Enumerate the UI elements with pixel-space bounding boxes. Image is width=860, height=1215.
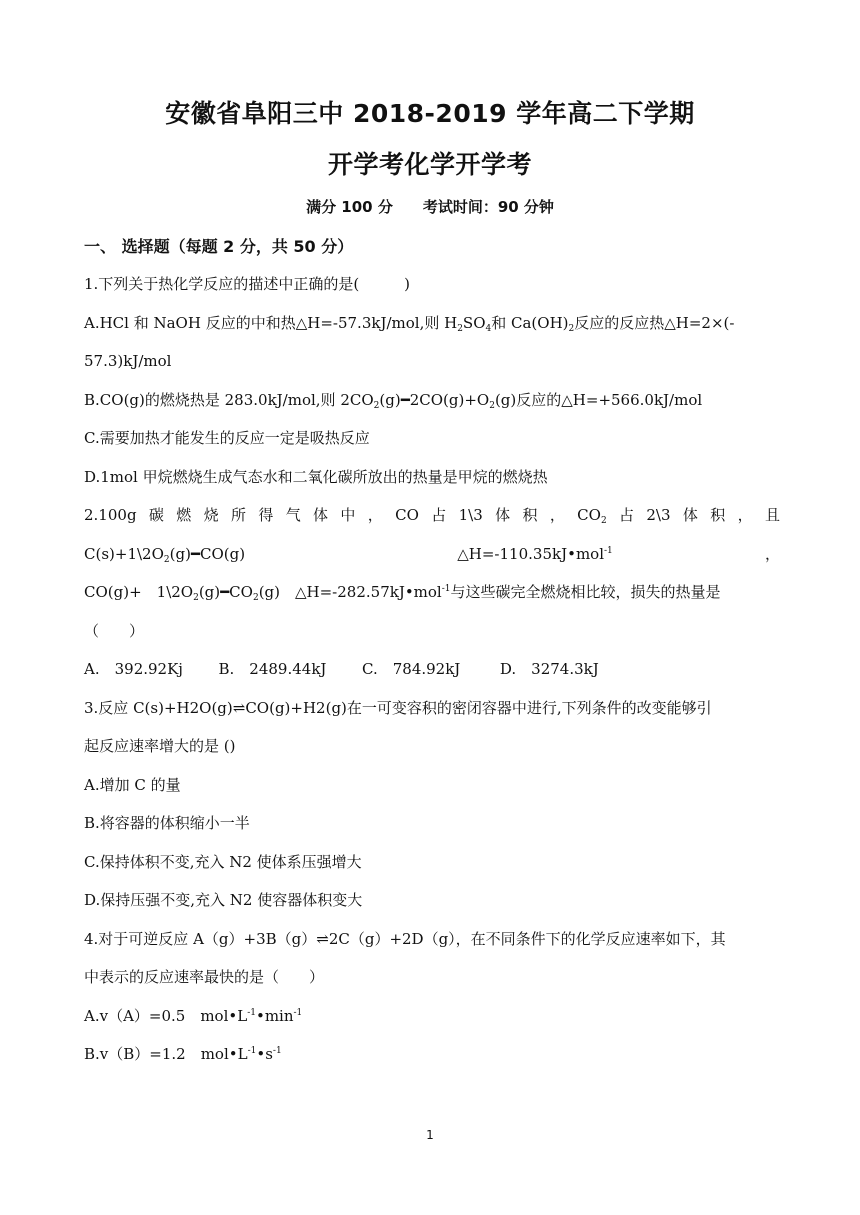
- q1-option-c: C.需要加热才能发生的反应一定是吸热反应: [84, 429, 370, 447]
- q2-stem-line-2: $C(s)+1\backslash 2O_2(g)━CO(g)$ △H=-110.35kJ•mol$^{-1}$ ，: [84, 545, 780, 565]
- total-score: 满分 100 分: [306, 198, 393, 216]
- q2-options: [84, 659, 599, 679]
- q2-option-a: A. 392.92Kj: [84, 660, 183, 678]
- section-heading: 一、 选择题（每题 2 分，共 50 分）: [84, 237, 354, 256]
- q1-option-d: D.1mol 甲烷燃烧生成气态水和二氧化碳所放出的热量是甲烷的燃烧热: [84, 468, 548, 486]
- q2-stem-line-3: CO(g)+ $1\backslash 2O_2(g)━CO_2(g)$ △H=-282.57kJ•mol$^{-1}$与这些碳完全燃烧相比较，损失的热量是: [84, 583, 721, 603]
- q4-stem-line-2: 中表示的反应速率最快的是（ ）: [84, 968, 325, 986]
- q3-option-c: C.保持体积不变,充入 N2 使体系压强增大: [84, 853, 362, 871]
- page-number: 1: [426, 1128, 434, 1142]
- q2-option-c: C. 784.92kJ: [362, 660, 461, 678]
- q1-option-a-continued: 57.3)kJ/mol: [84, 352, 172, 370]
- exam-time: 考试时间：90 分钟: [422, 198, 554, 216]
- q4-option-b: B.v（B）=1.2 $mol•L^{-1}•s^{-1}$: [84, 1045, 282, 1063]
- q1-option-b: B.CO(g)的燃烧热是 283.0kJ/mol,则 $2CO_2(g)━2CO(g)+O_2(g)$反应的△H=+566.0kJ/mol: [84, 391, 703, 411]
- q2-stem-line-1: 2.100g 碳 燃 烧 所 得 气 体 中 ， CO 占 1\3 体 积 ， $CO_2$ 占 2\3 体 积 ， 且: [84, 506, 780, 526]
- q3-stem-line-2: 起反应速率增大的是 (): [84, 737, 236, 755]
- q2-option-d: D. 3274.3kJ: [499, 660, 599, 678]
- q3-stem-line-1: 3.反应 C(s)+H2O(g)⇌CO(g)+H2(g)在一可变容积的密闭容器中进行,下列条件的改变能够引: [84, 699, 712, 717]
- q2-stem-line-4: （ ）: [84, 622, 145, 640]
- q2-option-b: B. 2489.44kJ: [218, 660, 327, 678]
- exam-title-line-2: 开学考化学开学考: [327, 150, 532, 179]
- exam-title-line-1: 安徽省阜阳三中 2018-2019 学年高二下学期: [165, 99, 695, 128]
- q3-option-d: D.保持压强不变,充入 N2 使容器体积变大: [84, 891, 363, 909]
- q4-option-a: A.v（A）=0.5 $mol•L^{-1}•\min^{-1}$: [84, 1007, 303, 1025]
- q3-option-a: A.增加 C 的量: [84, 776, 181, 794]
- exam-info: [0, 196, 860, 217]
- q1-stem: 1.下列关于热化学反应的描述中正确的是( ): [84, 275, 411, 293]
- q3-option-b: B.将容器的体积缩小一半: [84, 814, 250, 832]
- q4-stem-line-1: 4.对于可逆反应 A（g）+3B（g）⇌2C（g）+2D（g），在不同条件下的化学反应速率如下，其: [84, 930, 726, 948]
- q1-option-a: A.HCl 和 NaOH 反应的中和热△H=-57.3kJ/mol,则 $H_2SO_4$和 $Ca(OH)_2$反应的反应热△H=2×(-: [84, 314, 735, 334]
